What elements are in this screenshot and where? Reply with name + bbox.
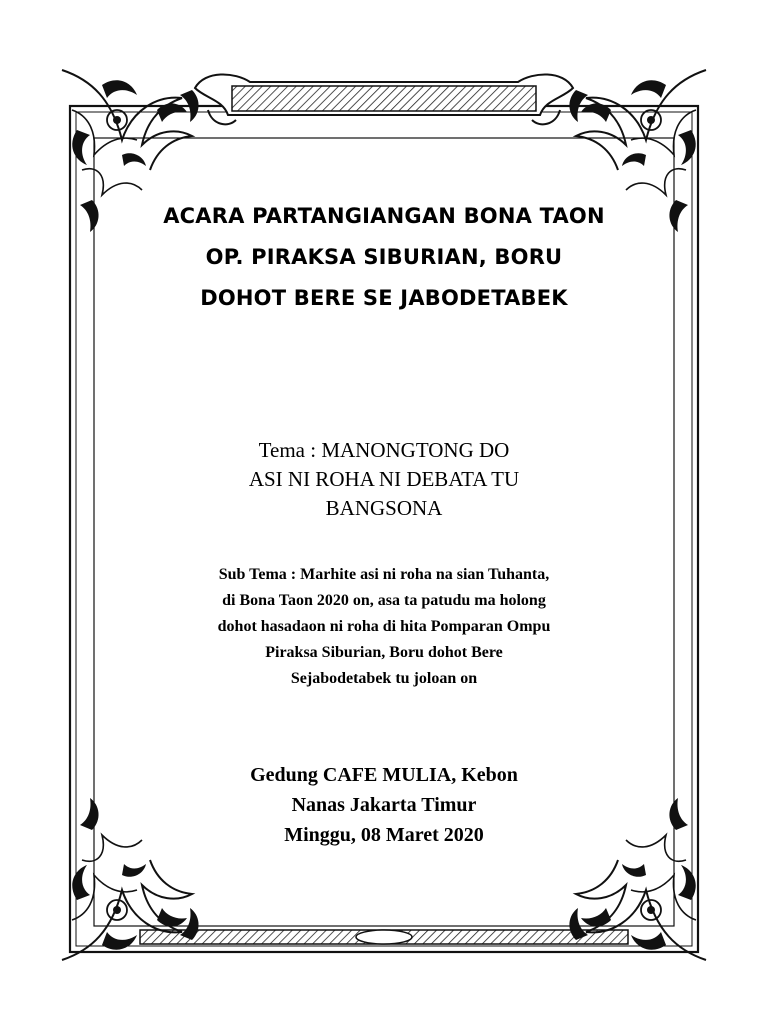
sub-theme-line-5: Sejabodetabek tu joloan on (290, 670, 478, 687)
sub-theme-line-2: di Bona Taon 2020 on, asa ta patudu ma holong (222, 592, 546, 609)
theme-block (120, 436, 648, 523)
scroll-banner-bottom-icon (140, 930, 628, 944)
event-date: Minggu, 08 Maret 2020 (284, 824, 484, 846)
theme-line-3: BANGSONA (325, 496, 443, 520)
sub-theme-line-1: Sub Tema : Marhite asi ni roha na sian Tuhanta, (218, 566, 550, 583)
theme-line-2: ASI NI ROHA NI DEBATA TU (248, 467, 520, 491)
venue-line-1: Gedung CAFE MULIA, Kebon (250, 764, 518, 786)
title-line-2: OP. PIRAKSA SIBURIAN, BORU (205, 245, 563, 269)
scroll-banner-top-icon (195, 74, 573, 124)
title-line-3: DOHOT BERE SE JABODETABEK (200, 286, 568, 310)
theme-line-1: Tema : MANONGTONG DO (258, 438, 510, 462)
venue-block (120, 760, 648, 850)
event-title (120, 196, 648, 319)
title-line-1: ACARA PARTANGIANGAN BONA TAON (163, 204, 605, 228)
sub-theme-line-3: dohot hasadaon ni roha di hita Pomparan Ompu (217, 618, 551, 635)
venue-line-2: Nanas Jakarta Timur (291, 794, 477, 816)
sub-theme-line-4: Piraksa Siburian, Boru dohot Bere (265, 644, 503, 661)
sub-theme-block (150, 562, 618, 692)
